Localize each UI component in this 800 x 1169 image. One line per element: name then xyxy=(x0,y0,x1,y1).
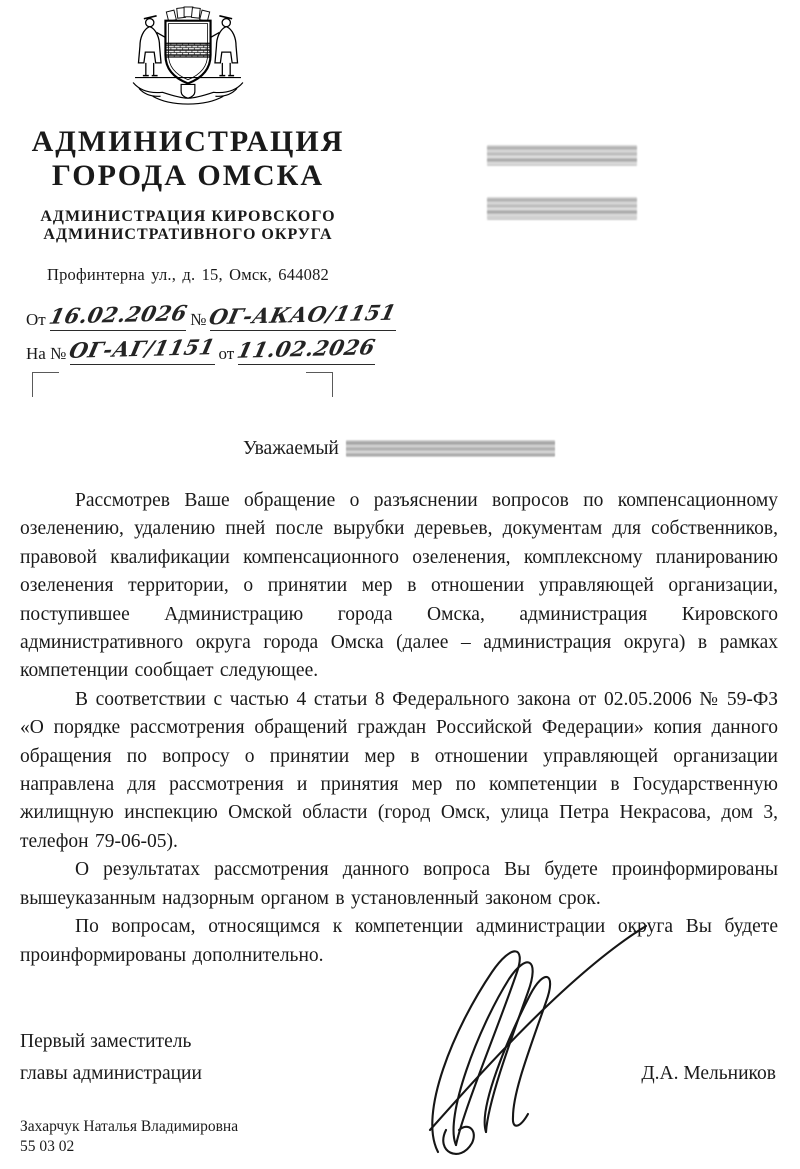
signer-name: Д.А. Мельников xyxy=(641,1063,776,1084)
outgoing-number-handwritten: ОГ-АКАО/1151 xyxy=(207,299,400,330)
reply-label: На № xyxy=(26,344,67,363)
incoming-ref-row xyxy=(26,331,379,365)
incoming-number-field xyxy=(67,334,218,365)
addressee-corner-mark-left xyxy=(32,372,59,397)
incoming-number-handwritten: ОГ-АГ/1151 xyxy=(67,334,218,363)
reply-date-label: от xyxy=(218,344,235,363)
signer-position-line1: Первый заместитель xyxy=(20,1031,192,1052)
salutation-text: Уважаемый xyxy=(243,438,339,459)
greeting-line xyxy=(243,438,555,460)
incoming-date-field xyxy=(235,334,379,365)
body-paragraph: Рассмотрев Ваше обращение о разъяснении вопросов по компенсационному озеленению, удалению пней после вырубки деревьев, документам для собственников, правовой квалификации компенсационного озеленения, комплексному планированию озеленения территории, о принятии мер в отношении управляющей организации, поступившее Администрацию города Омска, администрация Кировского административного округа города Омска (далее – администрация округа) в рамках компетенции сообщает следующее. xyxy=(20,490,778,682)
redaction-bar xyxy=(487,197,637,220)
executor-name: Захарчук Наталья Владимировна xyxy=(20,1118,239,1135)
body-paragraph: О результатах рассмотрения данного вопроса Вы будете проинформированы вышеуказанным надзорным органом в установленный законом срок. xyxy=(20,859,778,909)
org-title-line1: АДМИНИСТРАЦИЯ xyxy=(31,125,345,158)
signer-position xyxy=(20,1026,202,1090)
letterhead xyxy=(26,6,400,365)
executor-info xyxy=(20,1117,238,1157)
signature-block xyxy=(20,1026,776,1090)
executor-phone: 55 03 02 xyxy=(20,1138,75,1155)
redacted-addressee-name xyxy=(346,440,555,457)
addressee-corner-mark-right xyxy=(306,372,333,397)
outgoing-date-handwritten: 16.02.2026 xyxy=(46,300,190,329)
outgoing-ref-row xyxy=(26,297,400,331)
outgoing-number-field xyxy=(207,299,400,331)
body-paragraph: В соответствии с частью 4 статьи 8 Федерального закона от 02.05.2006 № 59-ФЗ «О порядке рассмотрения обращений граждан Российской Федерации» копия данного обращения по вопросу о принятии мер в отношении управляющей организации направлена для рассмотрения и принятия мер по компетенции в Государственную жилищную инспекцию Омской области (город Омск, улица Петра Некрасова, дом 3, телефон 79-06-05). xyxy=(20,688,778,852)
sub-org-line2: АДМИНИСТРАТИВНОГО ОКРУГА xyxy=(43,226,333,243)
redaction-bar xyxy=(487,145,637,166)
letter-body xyxy=(20,487,778,970)
signer-position-line2: главы администрации xyxy=(20,1063,202,1084)
omsk-coat-of-arms-icon xyxy=(119,6,257,108)
incoming-date-handwritten: 11.02.2026 xyxy=(235,334,379,363)
outgoing-date-field xyxy=(46,300,190,331)
sub-org-line1: АДМИНИСТРАЦИЯ КИРОВСКОГО xyxy=(40,208,336,225)
reference-block xyxy=(26,297,400,365)
body-paragraph: По вопросам, относящимся к компетенции администрации округа Вы будете проинформированы дополнительно. xyxy=(20,916,778,966)
org-title-line2: ГОРОДА ОМСКА xyxy=(51,159,325,192)
org-address: Профинтерна ул., д. 15, Омск, 644082 xyxy=(46,265,329,284)
from-label: От xyxy=(26,310,46,329)
number-label: № xyxy=(190,310,207,329)
